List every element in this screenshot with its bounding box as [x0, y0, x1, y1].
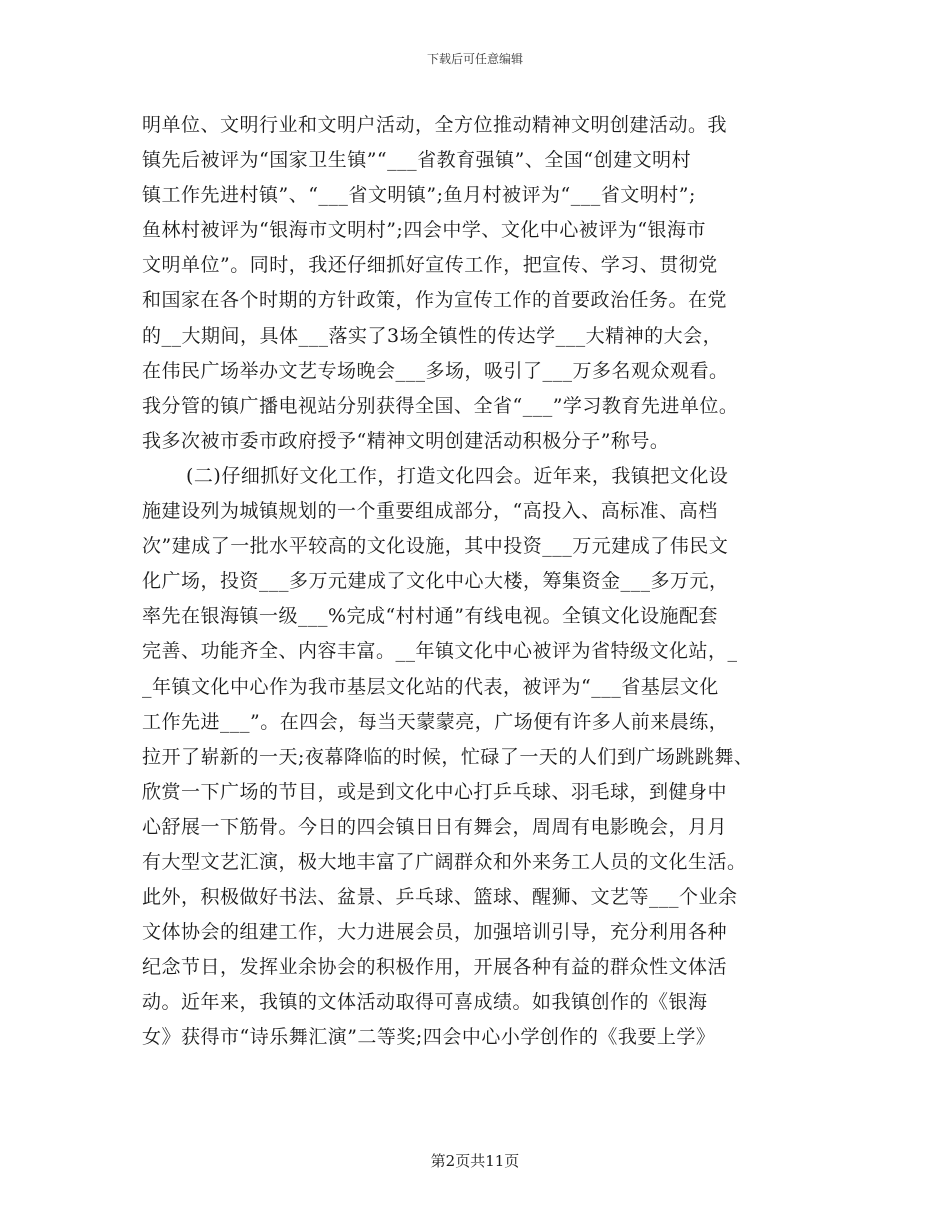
- text-line: 女》获得市“诗乐舞汇演”二等奖;四会中心小学创作的《我要上学》: [142, 1026, 716, 1049]
- text-line: 率先在银海镇一级___%完成“村村通”有线电视。全镇文化设施配套: [142, 605, 718, 628]
- text-line: 鱼林村被评为“银海市文明村”;四会中学、文化中心被评为“银海市: [142, 219, 707, 242]
- text-line: 拉开了崭新的一天;夜幕降临的时候，忙碌了一天的人们到广场跳跳舞、: [142, 745, 754, 768]
- text-line: 纪念节日，发挥业余协会的积极作用，开展各种有益的群众性文体活: [142, 956, 728, 979]
- text-line: 化广场，投资___多万元建成了文化中心大楼，筹集资金___多万元，: [142, 570, 729, 593]
- text-line: 此外，积极做好书法、盆景、乒乓球、篮球、醒狮、文艺等___个业余: [142, 886, 738, 909]
- text-line: 完善、功能齐全、内容丰富。__年镇文化中心被评为省特级文化站，_: [142, 640, 738, 663]
- text-line: 次”建成了一批水平较高的文化设施，其中投资___万元建成了伟民文: [142, 535, 729, 558]
- text-line: 镇先后被评为“国家卫生镇”“___省教育强镇”、全国“创建文明村: [142, 149, 692, 172]
- text-line: 镇工作先进村镇”、“___省文明镇”;鱼月村被评为“___省文明村”;: [142, 184, 696, 207]
- text-line: 施建设列为城镇规划的一个重要组成部分，“高投入、高标准、高档: [142, 500, 718, 523]
- text-line: 文体协会的组建工作，大力进展会员，加强培训引导，充分利用各种: [142, 921, 728, 944]
- document-body: [142, 108, 822, 1056]
- text-line: 和国家在各个时期的方针政策，作为宣传工作的首要政治任务。在党: [142, 289, 728, 312]
- text-line: 文明单位”。同时，我还仔细抓好宣传工作，把宣传、学习、贯彻党: [142, 254, 718, 277]
- text-line: 在伟民广场举办文艺专场晚会___多场，吸引了___万多名观众观看。: [142, 359, 729, 382]
- text-line: 动。近年来，我镇的文体活动取得可喜成绩。如我镇创作的《银海: [142, 991, 708, 1014]
- page-header: 下载后可任意编辑: [426, 52, 523, 66]
- text-line: 明单位、文明行业和文明户活动，全方位推动精神文明创建活动。我: [142, 114, 728, 136]
- text-line: 心舒展一下筋骨。今日的四会镇日日有舞会，周周有电影晚会，月月: [142, 815, 728, 838]
- text-line: 我分管的镇广播电视站分别获得全国、全省“___”学习教育先进单位。: [142, 394, 739, 417]
- text-line: 工作先进___”。在四会，每当天蒙蒙亮，广场便有许多人前来晨练，: [142, 710, 729, 733]
- text-line: 欣赏一下广场的节目，或是到文化中心打乒乓球、羽毛球，到健身中: [142, 780, 728, 803]
- text-line: 有大型文艺汇演，极大地丰富了广阔群众和外来务工人员的文化生活。: [142, 850, 747, 873]
- paragraph-start-line: (二)仔细抓好文化工作，打造文化四会。近年来，我镇把文化设: [186, 464, 729, 487]
- text-line: 我多次被市委市政府授予“精神文明创建活动积极分子”称号。: [142, 429, 670, 452]
- page-footer: 第2页共11页: [430, 1152, 520, 1170]
- text-line: _年镇文化中心作为我市基层文化站的代表，被评为“___省基层文化: [142, 675, 719, 698]
- text-line: 的__大期间，具体___落实了3场全镇性的传达学___大精神的大会，: [142, 324, 723, 347]
